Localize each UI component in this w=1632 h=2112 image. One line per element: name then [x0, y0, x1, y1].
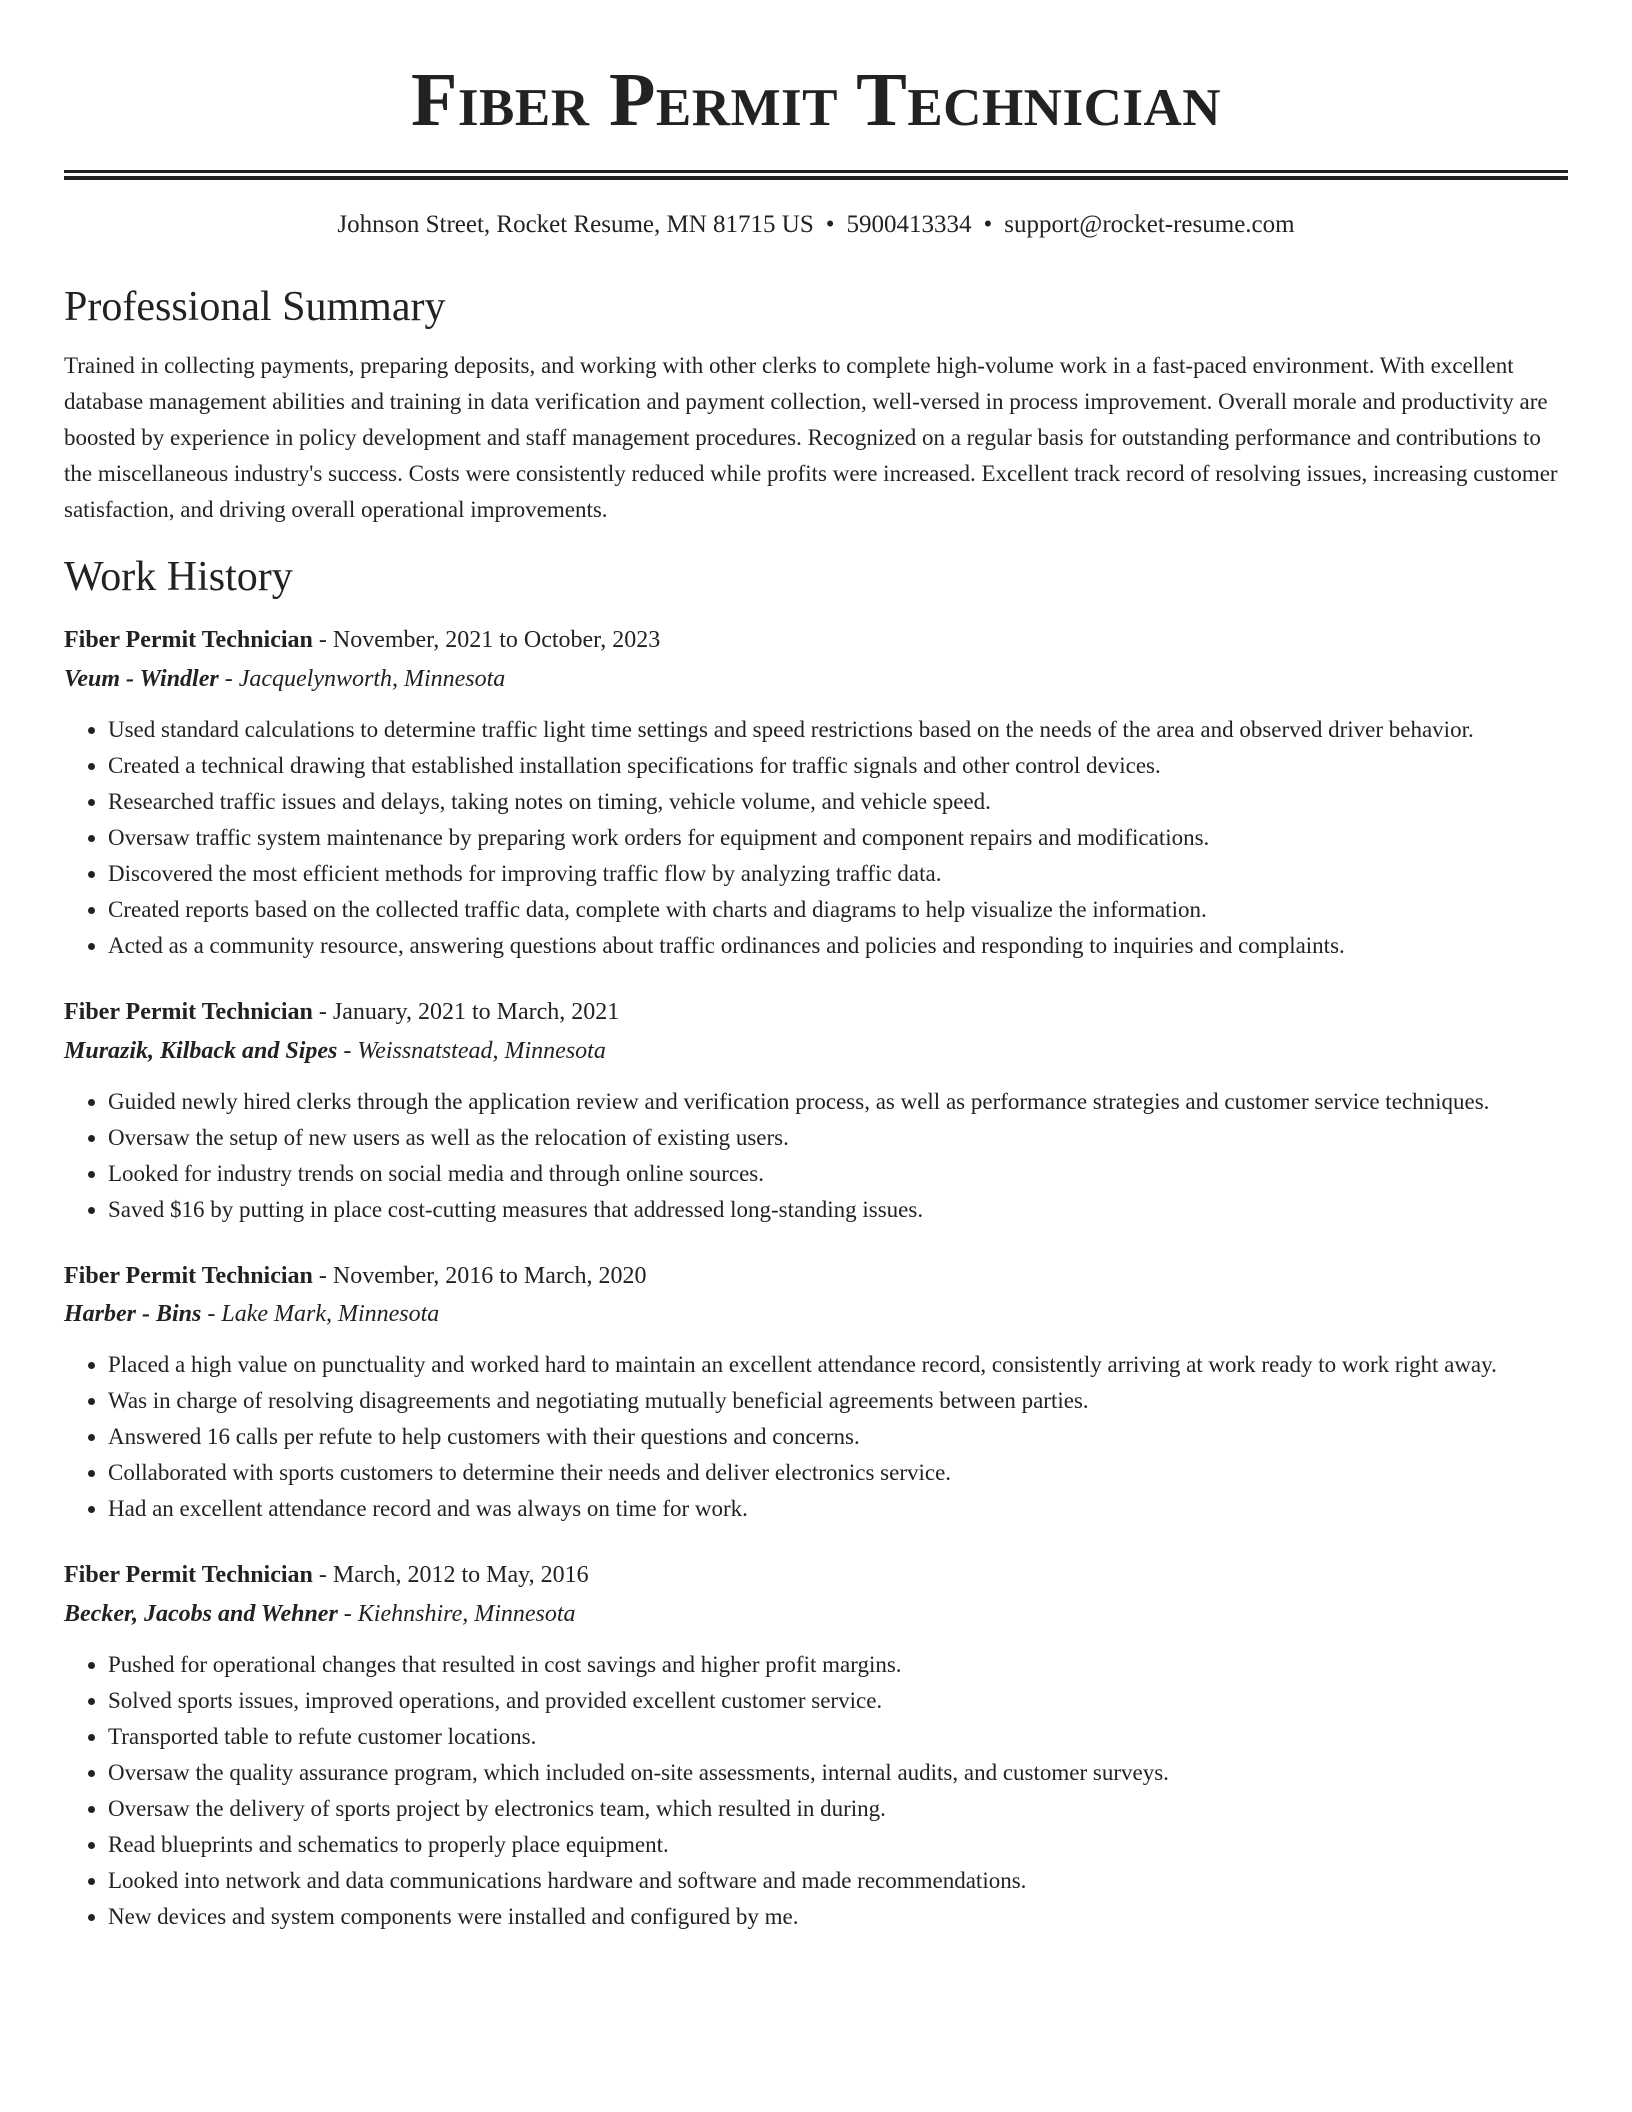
contact-phone: 5900413334 — [846, 211, 972, 238]
title-double-rule — [64, 170, 1568, 180]
contact-line — [64, 210, 1568, 240]
contact-separator: • — [983, 211, 993, 238]
job-company-line — [64, 1600, 1568, 1629]
summary-heading: Professional Summary — [64, 284, 446, 330]
job-dates: - March, 2012 to May, 2016 — [312, 1562, 589, 1589]
job-title: Fiber Permit Technician — [64, 998, 313, 1025]
job-bullet: • Used standard calculations to determine traffic light time settings and speed restrictions based on the needs of the area and observed driver behavior. — [108, 712, 1568, 748]
job-bullet: • Oversaw traffic system maintenance by preparing work orders for equipment and component repairs and modifications. — [108, 820, 1568, 856]
job-bullet: • Oversaw the setup of new users as well as the relocation of existing users. — [108, 1120, 1568, 1156]
job-bullet: • Looked for industry trends on social media and through online sources. — [108, 1156, 1568, 1192]
job-company-line — [64, 665, 1568, 694]
job-bullets — [64, 1084, 1568, 1228]
job-bullet: • Solved sports issues, improved operations, and provided excellent customer service. — [108, 1683, 1568, 1719]
job-title: Fiber Permit Technician — [64, 627, 313, 654]
job-title: Fiber Permit Technician — [64, 1562, 313, 1589]
job-entry — [64, 998, 1568, 1228]
job-bullet: • Answered 16 calls per refute to help customers with their questions and concerns. — [108, 1419, 1568, 1455]
job-company: Becker, Jacobs and Wehner — [64, 1600, 338, 1627]
job-entry — [64, 1262, 1568, 1528]
job-entry — [64, 1561, 1568, 1935]
job-bullet: • Saved $16 by putting in place cost-cutting measures that addressed long-standing issues. — [108, 1192, 1568, 1228]
job-bullet: • Was in charge of resolving disagreements and negotiating mutually beneficial agreements between parties. — [108, 1383, 1568, 1419]
job-bullet: • Read blueprints and schematics to properly place equipment. — [108, 1827, 1568, 1863]
job-title: Fiber Permit Technician — [64, 1262, 313, 1289]
job-bullet: • Transported table to refute customer locations. — [108, 1719, 1568, 1755]
job-bullet: • Guided newly hired clerks through the application review and verification process, as well as performance strategies and customer service techniques. — [108, 1084, 1568, 1120]
job-bullet: • Created reports based on the collected traffic data, complete with charts and diagrams to help visualize the information. — [108, 892, 1568, 928]
job-bullet: • Acted as a community resource, answering questions about traffic ordinances and policies and responding to inquiries and complaints. — [108, 928, 1568, 964]
contact-address: Johnson Street, Rocket Resume, MN 81715 US — [337, 211, 814, 238]
job-title-line — [64, 998, 1568, 1027]
job-bullet: • Researched traffic issues and delays, taking notes on timing, vehicle volume, and vehicle speed. — [108, 784, 1568, 820]
job-location: - Weissnatstead, Minnesota — [337, 1037, 606, 1064]
job-bullet: • Had an excellent attendance record and was always on time for work. — [108, 1491, 1568, 1527]
job-bullet: • Oversaw the quality assurance program, which included on-site assessments, internal audits, and customer surveys. — [108, 1755, 1568, 1791]
job-bullet: • Created a technical drawing that established installation specifications for traffic signals and other control devices. — [108, 748, 1568, 784]
contact-email: support@rocket-resume.com — [1004, 211, 1295, 238]
job-bullet: • New devices and system components were installed and configured by me. — [108, 1899, 1568, 1935]
job-location: - Jacquelynworth, Minnesota — [218, 666, 506, 693]
job-bullet: • Looked into network and data communications hardware and software and made recommendations. — [108, 1863, 1568, 1899]
resume-name: Fiber Permit Technician — [410, 58, 1222, 142]
job-company-line — [64, 1300, 1568, 1329]
job-entry — [64, 626, 1568, 964]
job-bullet: • Pushed for operational changes that resulted in cost savings and higher profit margins. — [108, 1647, 1568, 1683]
job-dates: - November, 2021 to October, 2023 — [312, 627, 661, 654]
job-location: - Lake Mark, Minnesota — [201, 1301, 440, 1328]
job-title-line — [64, 626, 1568, 655]
job-bullets — [64, 1647, 1568, 1935]
job-title-line — [64, 1561, 1568, 1590]
job-dates: - November, 2016 to March, 2020 — [312, 1262, 647, 1289]
job-bullet: • Collaborated with sports customers to determine their needs and deliver electronics service. — [108, 1455, 1568, 1491]
job-company: Veum - Windler — [64, 666, 219, 693]
job-bullets — [64, 1347, 1568, 1527]
job-company-line — [64, 1037, 1568, 1066]
work-history-heading: Work History — [64, 554, 293, 601]
job-bullet: • Oversaw the delivery of sports project by electronics team, which resulted in during. — [108, 1791, 1568, 1827]
job-company: Murazik, Kilback and Sipes — [64, 1037, 338, 1064]
job-bullets — [64, 712, 1568, 964]
job-location: - Kiehnshire, Minnesota — [337, 1600, 576, 1627]
job-dates: - January, 2021 to March, 2021 — [312, 998, 620, 1025]
job-title-line — [64, 1262, 1568, 1291]
job-bullet: • Discovered the most efficient methods for improving traffic flow by analyzing traffic data. — [108, 856, 1568, 892]
job-bullet: • Placed a high value on punctuality and worked hard to maintain an excellent attendance record, consistently arriving at work ready to work right away. — [108, 1347, 1568, 1383]
contact-separator: • — [825, 211, 835, 238]
job-company: Harber - Bins — [64, 1301, 202, 1328]
summary-text: Trained in collecting payments, preparing deposits, and working with other clerks to complete high-volume work in a fast-paced environment. With excellent database management abilities and training in data verification and payment collection, well-versed in process improvement. Overall morale and productivity are boosted by experience in policy development and staff management procedures. Recognized on a regular basis for outstanding performance and contributions to the miscellaneous industry's success. Costs were consistently reduced while profits were increased. Excellent track record of resolving issues, increasing customer satisfaction, and driving overall operational improvements. — [64, 353, 1558, 523]
